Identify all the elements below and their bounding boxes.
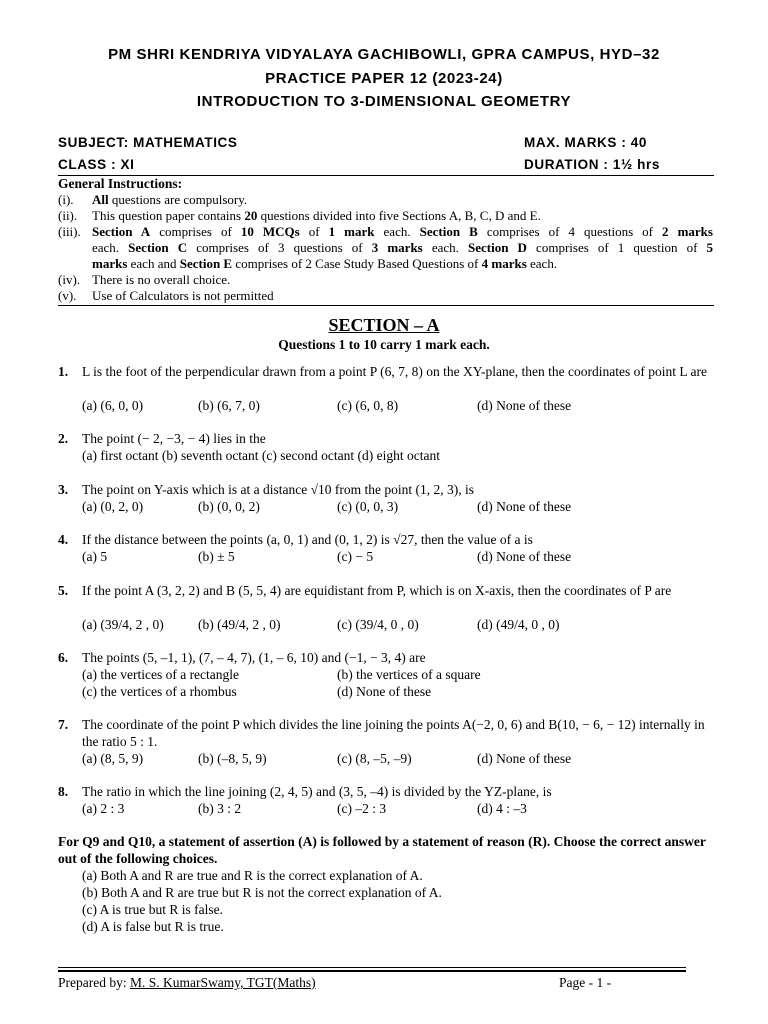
question-6: 6. The points (5, –1, 1), (7, – 4, 7), (1, – 6, 10) and (−1, − 3, 4) are (a) the vertices of a rectangle (b) the vertices of a square (c) the vertices of a rhombus (d) None of these [58, 650, 481, 699]
question-2: 2. The point (− 2, −3, − 4) lies in the (a) first octant (b) seventh octant (c) second octant (d) eight octant [58, 431, 440, 463]
divider-instructions [58, 305, 714, 306]
question-5: 5. If the point A (3, 2, 2) and B (5, 5, 4) are equidistant from P, which is on X-axis, then the coordinates of P are (a) (39/4, 2 , 0) (b) (49/4, 2 , 0) (c) (39/4, 0 , 0) (d) (49/4, 0 , 0) [58, 583, 672, 632]
option-d: (d) None of these [477, 751, 572, 766]
choice-c: (c) A is true but R is false. [82, 902, 223, 917]
option-b: (b) (6, 7, 0) [198, 398, 260, 413]
question-text: L is the foot of the perpendicular drawn from a point P (6, 7, 8) on the XY-plane, then the coordinates of point L are [82, 364, 707, 379]
option-c: (c) the vertices of a rhombus [82, 684, 237, 699]
general-instructions [58, 176, 718, 304]
option-d: (d) None of these [337, 684, 432, 699]
question-8: 8. The ratio in which the line joining (2, 4, 5) and (3, 5, –4) is divided by the YZ-plane, is (a) 2 : 3 (b) 3 : 2 (c) –2 : 3 (d) 4 : –3 [58, 784, 552, 816]
option-b: (b) (–8, 5, 9) [198, 751, 267, 766]
option-b: (b) ± 5 [198, 549, 235, 564]
question-4: 4. If the distance between the points (a, 0, 1) and (0, 1, 2) is √27, then the value of a is (a) 5 (b) ± 5 (c) − 5 (d) None of these [58, 532, 572, 564]
option-c: (c) (8, –5, –9) [337, 751, 412, 766]
option-a: (a) 5 [82, 549, 108, 564]
footer-rule-2 [58, 970, 686, 972]
option-c: (c) (0, 0, 3) [337, 499, 399, 514]
max-marks: MAX. MARKS : 40 [524, 135, 648, 150]
class-label: CLASS : XI [58, 157, 135, 172]
option-d: (d) None of these [477, 398, 572, 413]
instruction-item: (i). All questions are compulsory. [58, 192, 248, 207]
option-a: (a) the vertices of a rectangle [82, 667, 240, 682]
option-a: (a) (6, 0, 0) [82, 398, 144, 413]
author-name: M. S. KumarSwamy, TGT(Maths) [129, 975, 316, 990]
option-d: (d) None of these [477, 499, 572, 514]
option-c: (c) (39/4, 0 , 0) [337, 617, 419, 632]
option-c: (c) –2 : 3 [337, 801, 387, 816]
school-name: PM SHRI KENDRIYA VIDYALAYA GACHIBOWLI, GPRA CAMPUS, HYD–32 [108, 46, 660, 63]
section-subtitle: Questions 1 to 10 carry 1 mark each. [278, 337, 490, 352]
choice-a: (a) Both A and R are true and R is the correct explanation of A. [82, 868, 423, 883]
option-a: (a) (39/4, 2 , 0) [82, 617, 164, 632]
topic-title: INTRODUCTION TO 3-DIMENSIONAL GEOMETRY [196, 93, 572, 110]
option-c: (c) − 5 [337, 549, 374, 564]
option-d: (d) 4 : –3 [477, 801, 527, 816]
instruction-item: (ii). This question paper contains 20 questions divided into five Sections A, B, C, D and E. [58, 208, 541, 223]
assertion-choices [82, 867, 712, 937]
instruction-item: (iii). Section A comprises of 10 MCQs of 1 mark each. Section B comprises of 4 questions of 2 marks each. Section C comprises of 3 questions of 3 marks each. Section D comprises of 1 question of 5 marks each and Section E comprises of 2 Case Study Based Questions of 4 marks each. [58, 224, 714, 271]
footer-credit: Prepared by: M. S. KumarSwamy, TGT(Maths) [58, 975, 316, 990]
question-number: 1. [58, 364, 69, 379]
footer-rule-1 [58, 967, 686, 968]
section-title: SECTION – A [328, 315, 440, 335]
subject-label: SUBJECT: MATHEMATICS [58, 135, 238, 150]
question-3: 3. The point on Y-axis which is at a distance √10 from the point (1, 2, 3), is (a) (0, 2, 0) (b) (0, 0, 2) (c) (0, 0, 3) (d) None of these [58, 482, 572, 514]
choice-b: (b) Both A and R are true but R is not the correct explanation of A. [82, 885, 442, 900]
option-a: (a) (8, 5, 9) [82, 751, 144, 766]
paper-title: PRACTICE PAPER 12 (2023-24) [265, 70, 503, 87]
option-a: (a) 2 : 3 [82, 801, 125, 816]
duration: DURATION : 1½ hrs [524, 157, 660, 172]
instruction-item: (v). Use of Calculators is not permitted [58, 288, 274, 303]
option-a: (a) (0, 2, 0) [82, 499, 144, 514]
option-d: (d) None of these [477, 549, 572, 564]
instruction-item: (iv). There is no overall choice. [58, 272, 231, 287]
question-1 [58, 363, 718, 418]
instructions-title: General Instructions: [58, 176, 183, 191]
option-b: (b) the vertices of a square [337, 667, 481, 682]
option-b: (b) (0, 0, 2) [198, 499, 260, 514]
option-c: (c) (6, 0, 8) [337, 398, 399, 413]
option-d: (d) (49/4, 0 , 0) [477, 617, 560, 632]
page-number: Page - 1 - [559, 975, 612, 990]
assertion-intro: For Q9 and Q10, a statement of assertion (A) is followed by a statement of reason (R). Choose the correct answer out of the following choices. [58, 834, 706, 866]
options-line: (a) first octant (b) seventh octant (c) second octant (d) eight octant [82, 448, 440, 463]
choice-d: (d) A is false but R is true. [82, 919, 224, 934]
option-b: (b) (49/4, 2 , 0) [198, 617, 281, 632]
question-7: 7. The coordinate of the point P which divides the line joining the points A(−2, 0, 6) and B(10, − 6, − 12) internally in the ratio 5 : 1. (a) (8, 5, 9) (b) (–8, 5, 9) (c) (8, –5, –9) (d) None of these [58, 717, 705, 766]
option-b: (b) 3 : 2 [198, 801, 242, 816]
